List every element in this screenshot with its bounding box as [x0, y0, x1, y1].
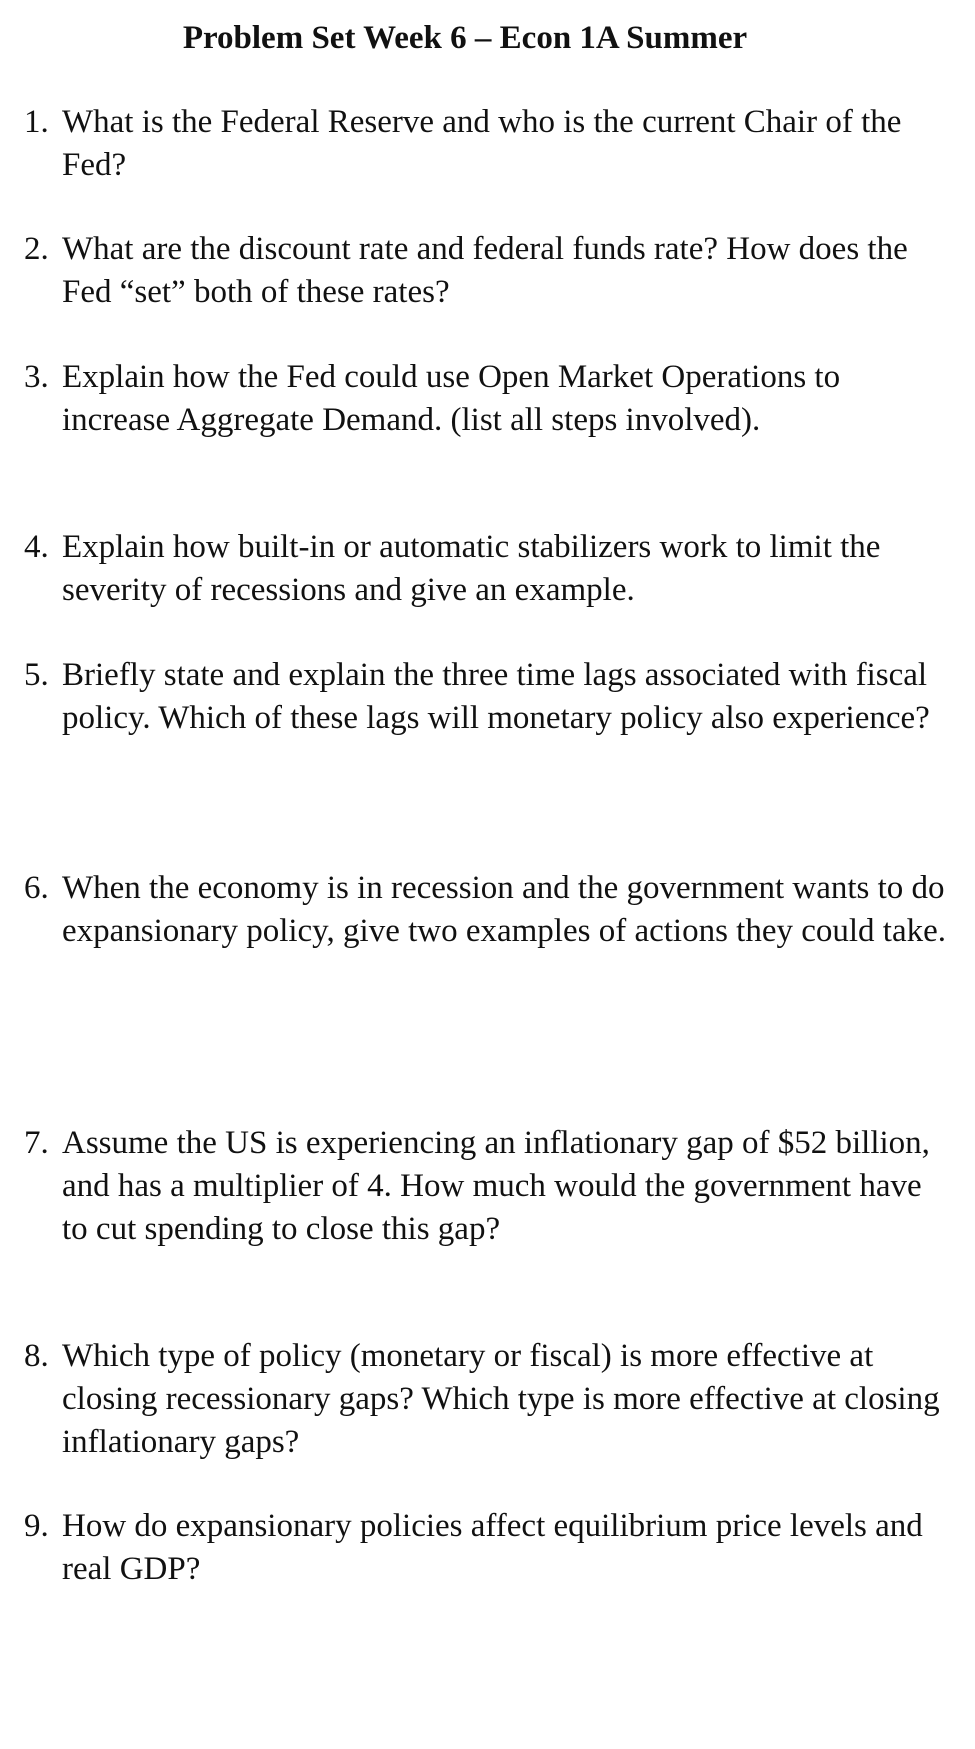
question-text: What are the discount rate and federal funds rate? How does the Fed “set” both of these rates? [62, 231, 908, 310]
question-text: Which type of policy (monetary or fiscal) is more effective at closing recessionary gaps? Which type is more effective at closing inflationary gaps? [62, 1338, 940, 1460]
question-number: 1. [24, 104, 49, 140]
question-text: When the economy is in recession and the government wants to do expansionary policy, give two examples of actions they could take. [62, 870, 947, 949]
question-text: Assume the US is experiencing an inflationary gap of $52 billion, and has a multiplier of 4. How much would the government have to cut spending to close this gap? [62, 1125, 930, 1247]
question-item [24, 1122, 954, 1251]
question-item [24, 1335, 954, 1464]
question-item [24, 867, 954, 953]
question-number: 8. [24, 1338, 49, 1374]
question-text: Briefly state and explain the three time lags associated with fiscal policy. Which of these lags will monetary policy also experience? [62, 657, 930, 736]
question-item [24, 228, 954, 314]
question-number: 5. [24, 657, 49, 693]
question-number: 7. [24, 1125, 49, 1161]
question-text: Explain how built-in or automatic stabilizers work to limit the severity of recessions and give an example. [62, 529, 881, 608]
question-number: 3. [24, 359, 49, 395]
question-item [24, 1505, 954, 1591]
question-number: 9. [24, 1508, 49, 1544]
question-item [24, 654, 954, 740]
question-item [24, 526, 954, 612]
question-text: How do expansionary policies affect equilibrium price levels and real GDP? [62, 1508, 923, 1587]
page-title: Problem Set Week 6 – Econ 1A Summer [182, 20, 748, 56]
question-number: 6. [24, 870, 49, 906]
question-item [24, 356, 954, 442]
question-number: 2. [24, 231, 49, 267]
question-text: What is the Federal Reserve and who is the current Chair of the Fed? [62, 104, 902, 183]
question-text: Explain how the Fed could use Open Market Operations to increase Aggregate Demand. (list all steps involved). [62, 359, 841, 438]
question-number: 4. [24, 529, 49, 565]
question-item [24, 101, 954, 187]
